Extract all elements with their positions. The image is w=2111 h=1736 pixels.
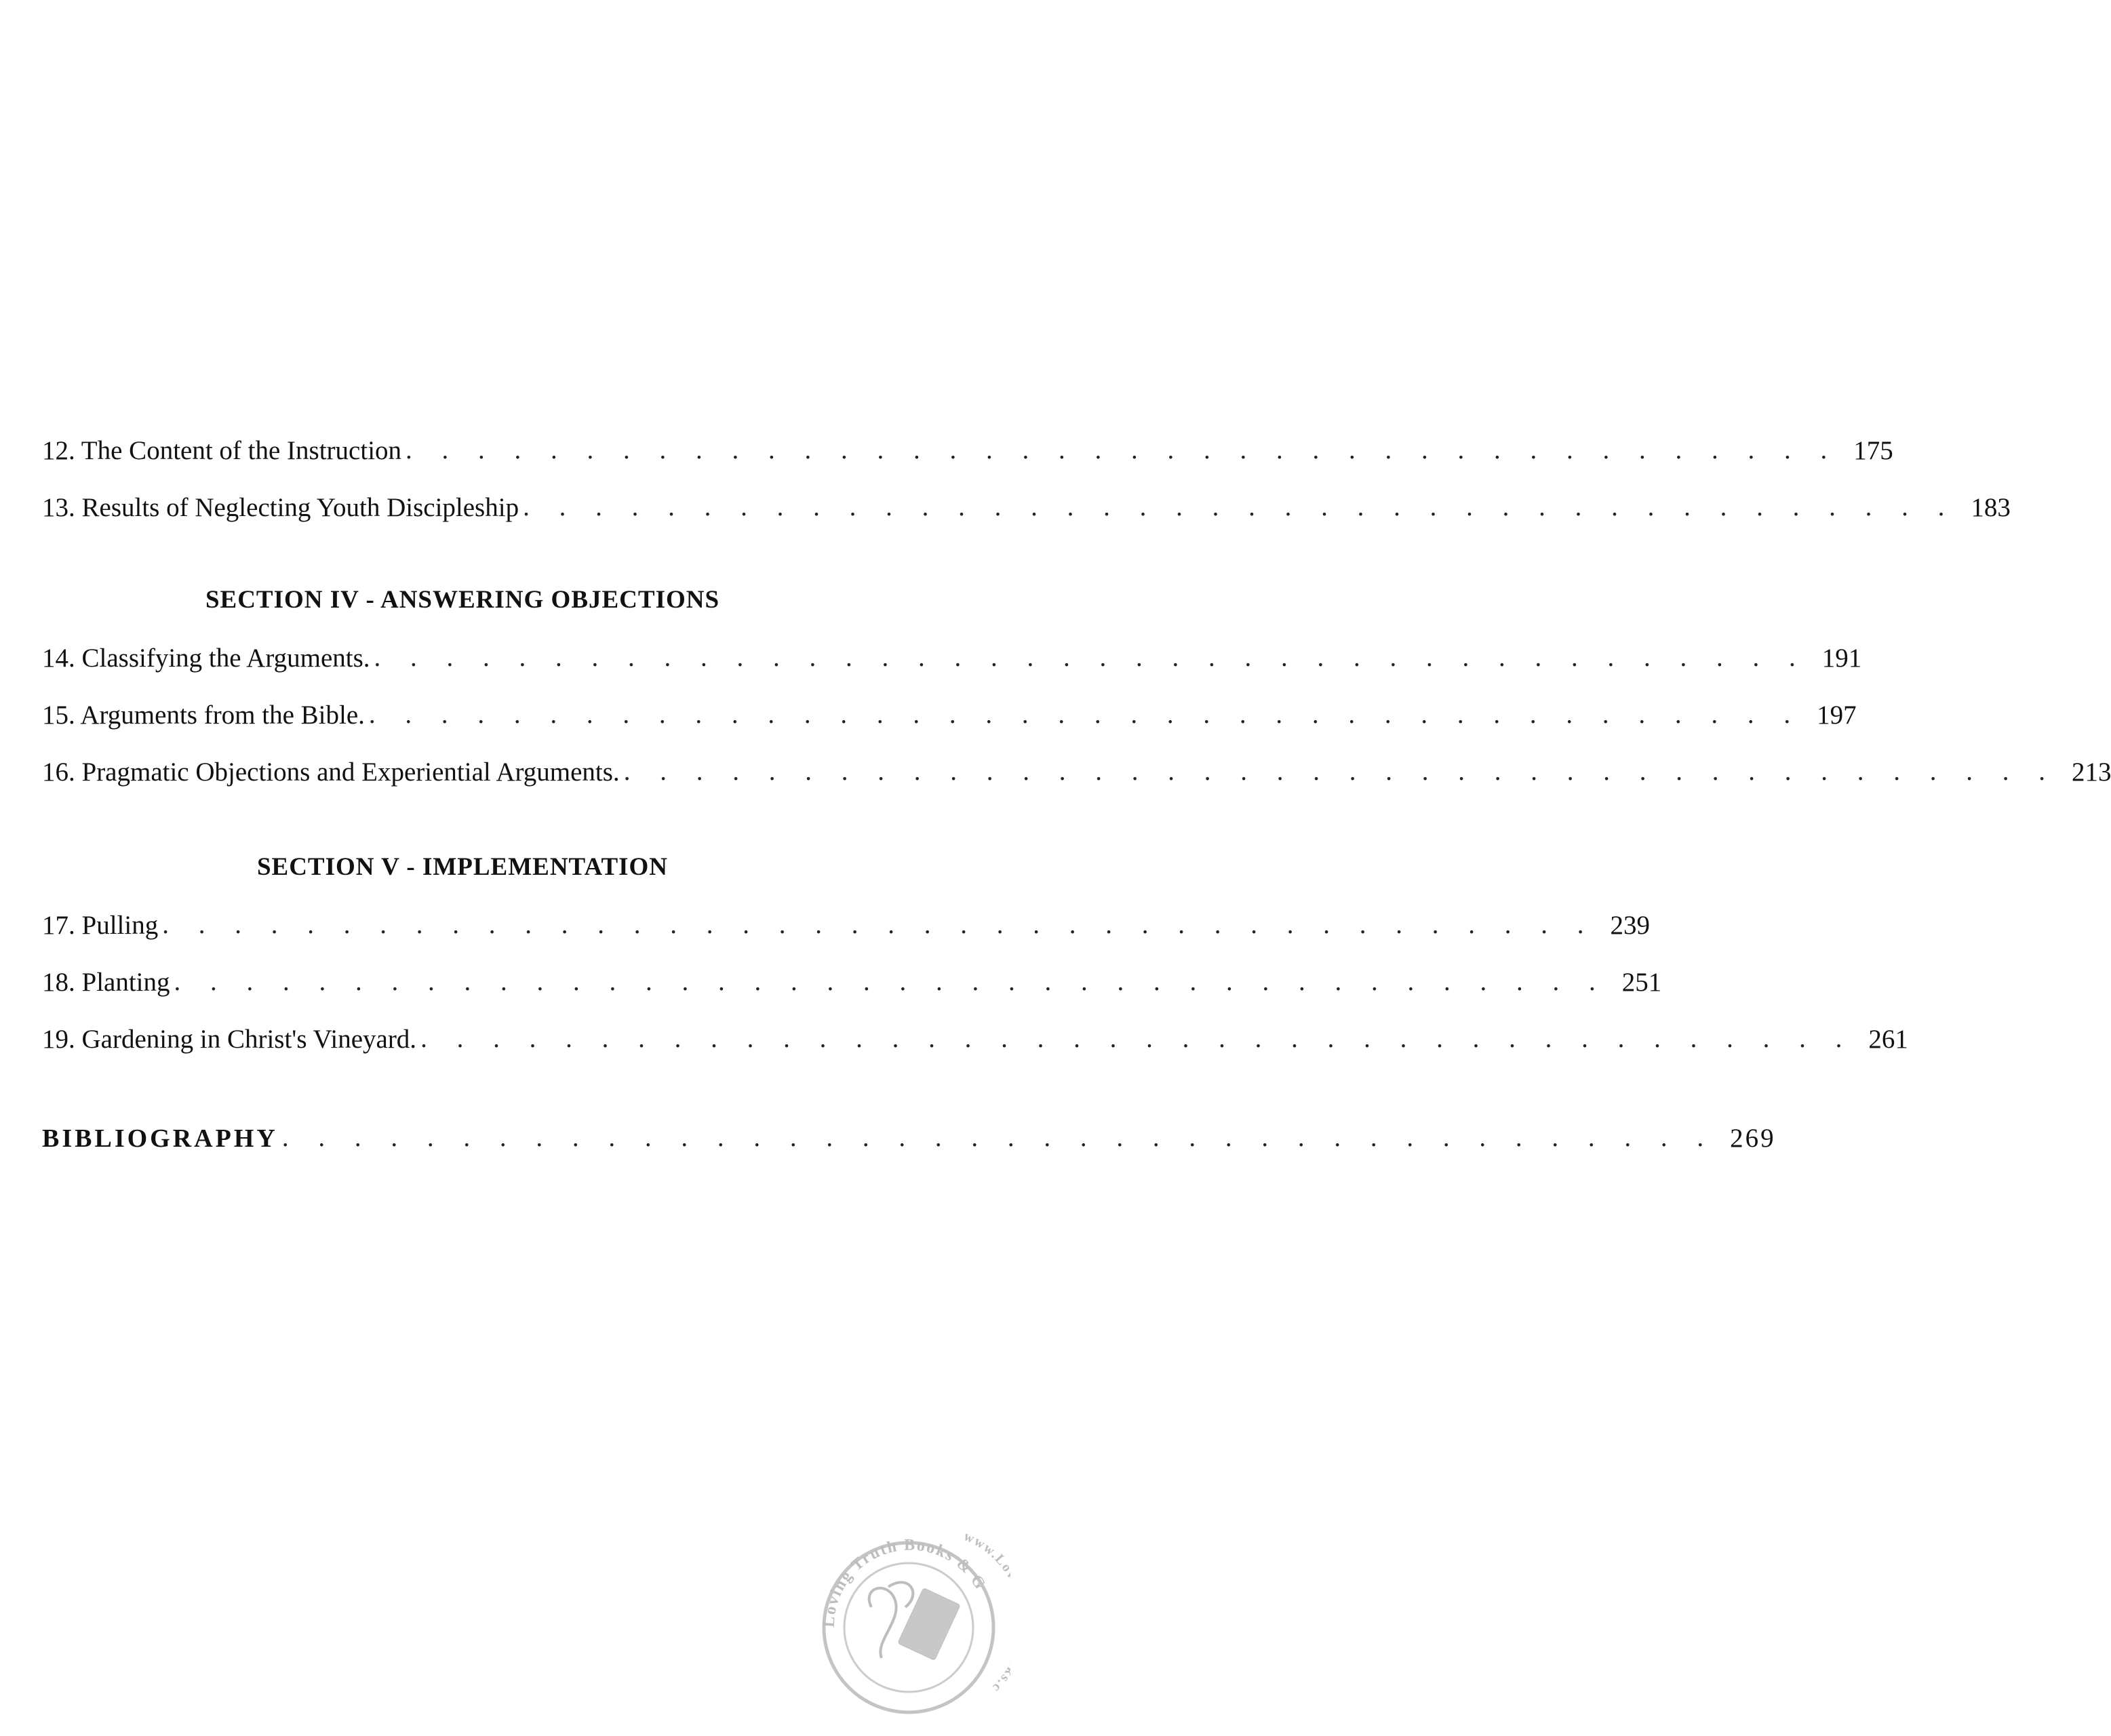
toc-entry-title: 13. Results of Neglecting Youth Discipleship xyxy=(42,494,523,521)
toc-entry-15 xyxy=(42,671,1857,730)
toc-entry-title: BIBLIOGRAPHY xyxy=(42,1126,282,1151)
section-heading-v: SECTION V - IMPLEMENTATION xyxy=(256,853,669,881)
toc-entry-title: 14. Classifying the Arguments. xyxy=(42,645,374,671)
toc-page-number: 213 xyxy=(2071,757,2111,787)
toc-page-number: 261 xyxy=(1868,1025,1908,1054)
toc-entry-title: 15. Arguments from the Bible. xyxy=(42,702,369,728)
toc-entry-title: 16. Pragmatic Objections and Experiential Arguments. xyxy=(42,759,624,785)
toc-entry-title: 17. Pulling xyxy=(42,912,162,939)
toc-entry-title: 19. Gardening in Christ's Vineyard. xyxy=(42,1026,420,1052)
toc-page-number: 191 xyxy=(1821,644,1862,673)
toc-page-number: 175 xyxy=(1853,436,1893,465)
dot-leader: . . . . . . . . . . . . . . . . . . . . . . . . . . . . . . . . . . . . . . . . xyxy=(162,910,1596,939)
watermark-side-text: www.L .c xyxy=(961,1528,1010,1697)
watermark-top-text: Loving Truth Books & G xyxy=(820,1536,989,1628)
dot-leader: . . . . . . . . . . . . . . . . . . . . . . . . . . . . . . . . . . . . . . . . xyxy=(420,1024,1854,1053)
watermark-seal-icon xyxy=(807,1512,1010,1716)
dot-leader: . . . . . . . . . . . . . . . . . . . . . . . . . . . . . . . . . . . . . . . . xyxy=(374,643,1807,672)
toc-page-number: 183 xyxy=(1971,493,2011,522)
toc-entry-17 xyxy=(42,882,1650,940)
toc-page-number: 239 xyxy=(1610,911,1650,940)
toc-page-number: 197 xyxy=(1817,701,1857,730)
dot-leader: . . . . . . . . . . . . . . . . . . . . . . . . . . . . . . . . . . . . . . . . xyxy=(623,757,2057,786)
toc-page-number: 251 xyxy=(1621,968,1662,997)
toc-entry-19 xyxy=(42,995,1908,1054)
toc-entry-14 xyxy=(42,614,1862,673)
toc-entry-bibliography xyxy=(42,1094,1776,1153)
watermark-stamp xyxy=(807,1512,1010,1716)
toc-entry-title: 12. The Content of the Instruction xyxy=(42,437,406,464)
toc-entry-12 xyxy=(42,407,1893,465)
toc-entry-18 xyxy=(42,939,1662,997)
dot-leader: . . . . . . . . . . . . . . . . . . . . . . . . . . . . . . . . . . . . . . . . xyxy=(368,700,1802,729)
toc-entry-13 xyxy=(42,464,2011,522)
toc-entry-16 xyxy=(42,728,2111,787)
toc-entry-title: 18. Planting xyxy=(42,969,174,995)
dot-leader: . . . . . . . . . . . . . . . . . . . . . . . . . . . . . . . . . . . . . . . . xyxy=(281,1123,1716,1152)
svg-text:Loving Truth Books & Gifts xyxy=(807,1512,989,1628)
table-of-contents xyxy=(42,407,2111,1153)
dot-leader: . . . . . . . . . . . . . . . . . . . . . . . . . . . . . . . . . . . . . . . . xyxy=(523,492,1956,521)
dot-leader: . . . . . . . . . . . . . . . . . . . . . . . . . . . . . . . . . . . . . . . . xyxy=(174,967,1607,996)
section-heading-iv: SECTION IV - ANSWERING OBJECTIONS xyxy=(205,586,720,614)
toc-page-number: 269 xyxy=(1730,1124,1776,1153)
dot-leader: . . . . . . . . . . . . . . . . . . . . . . . . . . . . . . . . . . . . . . . . xyxy=(406,435,1839,465)
